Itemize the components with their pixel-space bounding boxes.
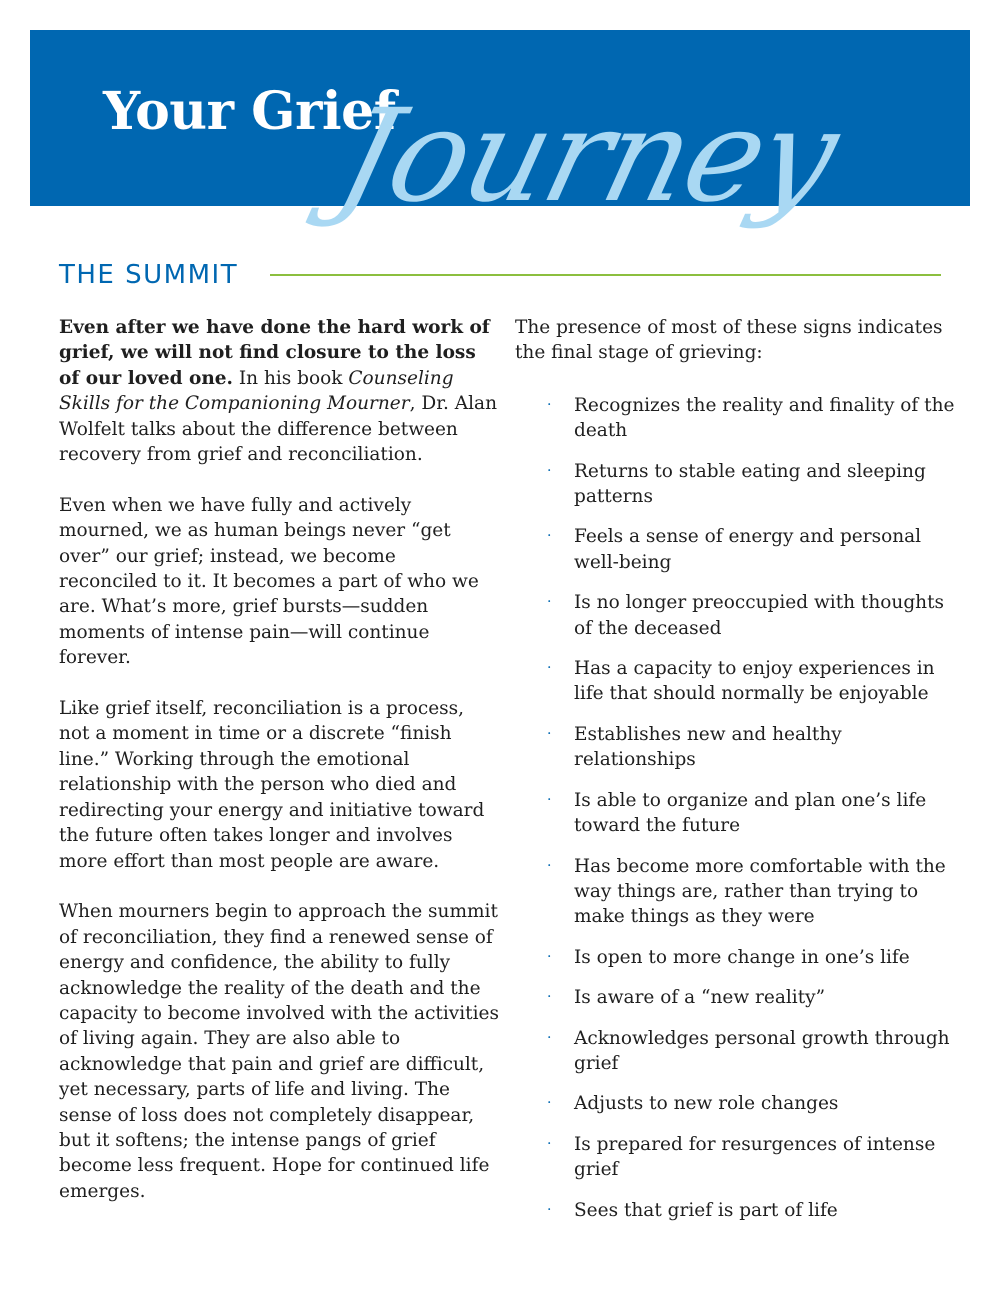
list-item: · Returns to stable eating and sleeping patterns: [547, 460, 926, 508]
bullet-icon: ·: [547, 791, 552, 808]
bullet-icon: ·: [547, 857, 552, 874]
list-item: · Has become more comfortable with the way things are, rather than trying to make things as they were: [547, 855, 946, 928]
list-item: · Establishes new and healthy relationships: [547, 723, 842, 771]
bullet-icon: ·: [547, 725, 552, 742]
journey-script-title: [324, 50, 851, 260]
intro-text-a: In his book: [232, 367, 349, 389]
list-item: · Is no longer preoccupied with thoughts of the deceased: [547, 592, 945, 639]
bullet-icon: ·: [547, 1029, 552, 1046]
bullet-icon: ·: [547, 396, 552, 413]
paragraph-summit: When mourners begin to approach the summit of reconciliation, they find a renewed sense of energy and confidence, the ability to fully acknowledge the reality of the death and the capacity to become involved with the activities of living again. They are also able to acknowledge that pain and grief are difficult, yet necessary, parts of life and living. The sense of loss does not completely disappear, but it softens; the intense pangs of grief become less frequent. Hope for continued life emerges.: [59, 901, 499, 1202]
right-column: [515, 315, 955, 1238]
page-title: Your Grief: [103, 81, 396, 142]
paragraph-reconciled: Even when we have fully and actively mourned, we as human beings never “get over” our grief; instead, we become reconciled to it. It becomes a part of who we are. What’s more, grief bursts—sudden moments of intense pain—will continue forever.: [59, 494, 479, 669]
list-item: · Is aware of a “new reality”: [515, 985, 955, 1010]
list-item: · Adjusts to new role changes: [515, 1091, 955, 1116]
section-divider: [270, 274, 941, 276]
list-item: · Is able to organize and plan one’s life toward the future: [547, 789, 927, 837]
bullet-icon: ·: [547, 1201, 552, 1218]
list-item: · Feels a sense of energy and personal well-being: [547, 526, 922, 573]
bullet-icon: ·: [547, 462, 552, 479]
lead-sentence: Even after we have done the hard work of grief, we will not find closure to the loss of our loved one.: [59, 317, 490, 389]
journey-script-text: Journey: [324, 80, 851, 231]
list-item: · Acknowledges personal growth through grief: [547, 1027, 950, 1074]
bullet-icon: ·: [547, 948, 552, 965]
paragraph-intro: [59, 315, 499, 467]
bullet-icon: ·: [547, 660, 552, 677]
bullet-icon: ·: [547, 528, 552, 545]
list-item: · Is prepared for resurgences of intense grief: [547, 1133, 936, 1181]
bullet-icon: ·: [547, 594, 552, 611]
bullet-icon: ·: [547, 1095, 552, 1112]
signs-list: [515, 393, 955, 1223]
list-item: · Has a capacity to enjoy experiences in life that should normally be enjoyable: [547, 658, 935, 705]
section-heading: THE SUMMIT: [59, 260, 239, 290]
signs-intro: The presence of most of these signs indicates the final stage of grieving:: [515, 317, 943, 364]
intro-text-b: , Dr. Alan Wolfelt talks about the difference between recovery from grief and reconciliation.: [59, 393, 497, 466]
list-item: · Sees that grief is part of life: [515, 1198, 955, 1223]
book-title: Counseling Skills for the Companioning Mourner: [59, 367, 454, 415]
bullet-icon: ·: [547, 1135, 552, 1152]
paragraph-process: Like grief itself, reconciliation is a process, not a moment in time or a discrete “finish line.” Working through the emotional relationship with the person who died and redirecting your energy and initiative toward the future often takes longer and involves more effort than most people are aware.: [59, 698, 485, 872]
left-column: [59, 315, 499, 1230]
list-item: · Is open to more change in one’s life: [515, 945, 955, 970]
list-item: · Recognizes the reality and finality of the death: [547, 394, 955, 442]
bullet-icon: ·: [547, 989, 552, 1006]
